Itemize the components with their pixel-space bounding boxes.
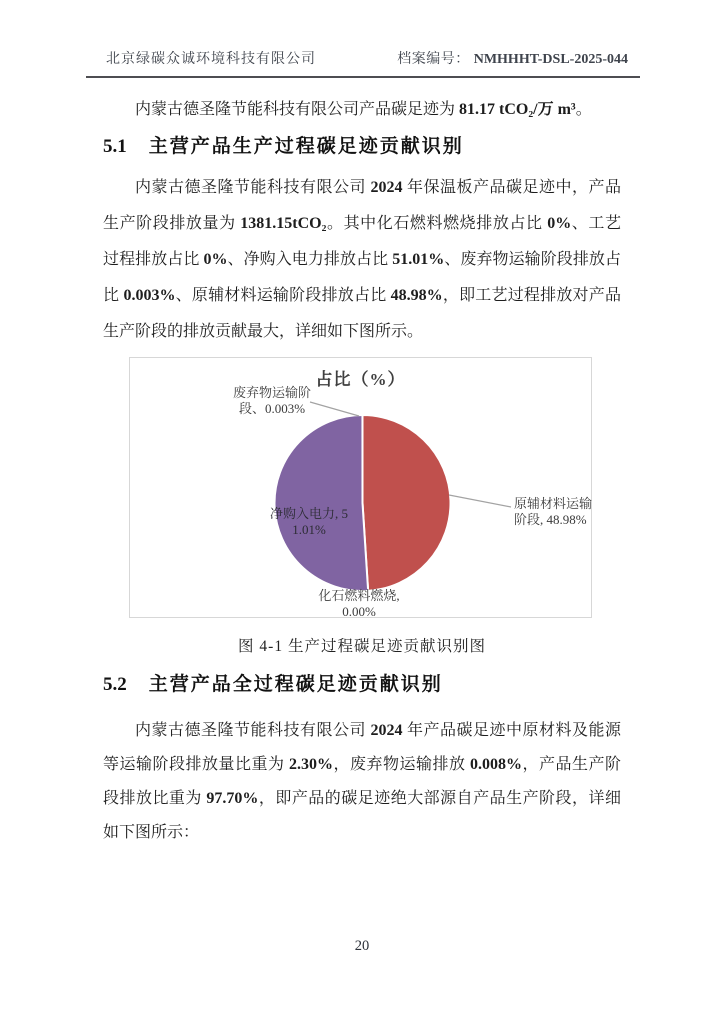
section-5-1-heading xyxy=(103,131,621,158)
section-title: 主营产品生产过程碳足迹贡献识别 xyxy=(148,136,464,157)
pie-slice-raw-material-transport xyxy=(363,415,451,591)
leader-line-raw-material xyxy=(449,495,511,507)
doc-number xyxy=(397,48,628,68)
section-title: 主营产品全过程碳足迹贡献识别 xyxy=(148,674,443,695)
figure-caption: 图 4-1 生产过程碳足迹贡献识别图 xyxy=(238,638,486,655)
pie-slice-net-purchased-electricity xyxy=(275,415,369,591)
section-5-1-paragraph: 内蒙古德圣隆节能科技有限公司 2024 年保温板产品碳足迹中，产品生产阶段排放量为 1381.15tCO₂。其中化石燃料燃烧排放占比 0%、工艺过程排放占比 0%、净购入电力排放占比 51.01%、废弃物运输阶段排放占比 0.003%、原辅材料运输阶段排放占比 48.98%，即工艺过程排放对产品生产阶段的排放贡献最大，详细如下图所示。 xyxy=(103,179,621,340)
pie-label-raw-material-transport: 原辅材料运输阶段, 48.98% xyxy=(514,496,593,527)
company-name: 北京绿碳众诚环境科技有限公司 xyxy=(106,52,316,67)
chart-title: 占比（%） xyxy=(315,370,406,389)
page-header xyxy=(86,48,640,78)
section-5-2-paragraph: 内蒙古德圣隆节能科技有限公司 2024 年产品碳足迹中原材料及能源等运输阶段排放量比重为 2.30%，废弃物运输排放 0.008%，产品生产阶段排放比重为 97.70%，即产品的碳足迹绝大部源自产品生产阶段，详细如下图所示： xyxy=(103,722,621,841)
doc-number-label: 档案编号： xyxy=(397,52,470,67)
intro-paragraph: 内蒙古德圣隆节能科技有限公司产品碳足迹为 81.17 tCO₂/万 m³。 xyxy=(135,101,592,118)
section-number: 5.1 xyxy=(103,136,127,157)
doc-number-value: NMHHHT-DSL-2025-044 xyxy=(473,52,628,67)
pie-label-net-purchased-electricity: 净购入电力, 51.01% xyxy=(270,506,349,537)
pie-chart xyxy=(130,358,593,619)
section-5-2-heading xyxy=(103,669,621,696)
pie-label-waste-transport: 废弃物运输阶段、0.003% xyxy=(232,385,311,416)
pie-chart-figure xyxy=(129,357,592,618)
pie-label-fossil-fuel-combustion: 化石燃料燃烧, 0.00% xyxy=(318,588,400,619)
page-number: 20 xyxy=(354,938,370,954)
leader-line-waste-transport xyxy=(310,402,359,416)
section-number: 5.2 xyxy=(103,674,127,695)
